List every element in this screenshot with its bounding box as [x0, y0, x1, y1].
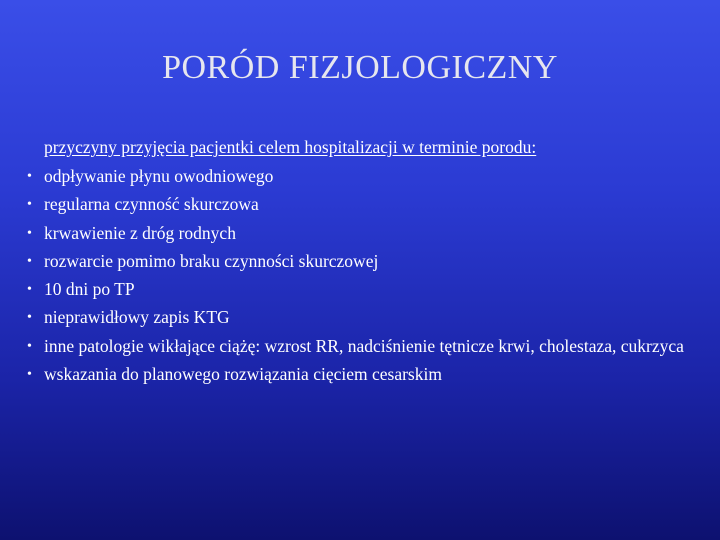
- list-item: [20, 364, 710, 385]
- list-item: [20, 166, 710, 187]
- bullet-text: odpływanie płynu owodniowego: [44, 166, 274, 186]
- bullet-icon: •: [27, 338, 32, 354]
- bullet-icon: •: [27, 282, 32, 298]
- list-item: [20, 194, 710, 215]
- bullet-icon: •: [27, 367, 32, 383]
- list-item: [20, 336, 710, 357]
- bullet-text: nieprawidłowy zapis KTG: [44, 307, 230, 328]
- bullet-text: krwawienie z dróg rodnych: [44, 222, 236, 243]
- bullet-text: wskazania do planowego rozwiązania cięciem cesarskim: [44, 364, 442, 385]
- bullet-icon: •: [27, 169, 32, 184]
- bullet-list: [20, 166, 710, 392]
- list-item: [20, 223, 710, 244]
- bullet-icon: •: [27, 197, 32, 213]
- list-item: [20, 251, 710, 272]
- bullet-icon: •: [27, 310, 32, 326]
- list-item: [20, 279, 710, 300]
- list-item: [20, 307, 710, 328]
- bullet-icon: •: [27, 253, 32, 269]
- intro-heading: przyczyny przyjęcia pacjentki celem hospitalizacji w terminie porodu:: [44, 137, 537, 157]
- slide-title: PORÓD FIZJOLOGICZNY: [162, 49, 558, 86]
- bullet-icon: •: [27, 225, 32, 241]
- bullet-text: rozwarcie pomimo braku czynności skurczowej: [44, 250, 379, 271]
- bullet-text: regularna czynność skurczowa: [44, 194, 259, 215]
- bullet-text: 10 dni po TP: [44, 279, 135, 300]
- bullet-text: inne patologie wikłające ciążę: wzrost RR, nadciśnienie tętnicze krwi, cholestaza, cukrzyca: [44, 335, 684, 356]
